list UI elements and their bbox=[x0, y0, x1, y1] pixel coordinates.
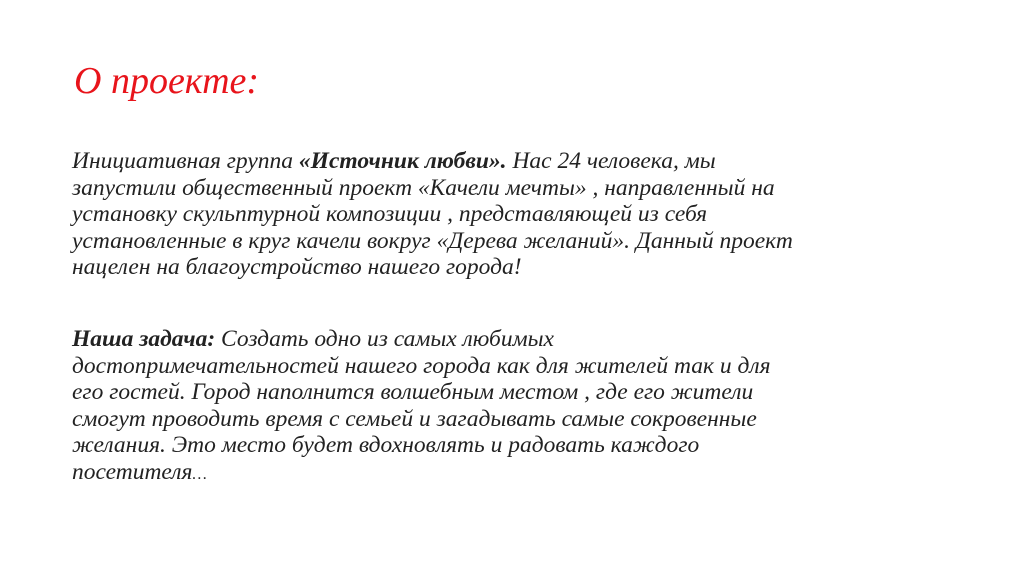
task-line-5: желания. Это место будет вдохновлять и радовать каждого bbox=[72, 432, 700, 458]
intro-line-3: установку скульптурной композиции , представляющей из себя bbox=[72, 201, 708, 227]
task-line-6 bbox=[72, 459, 972, 489]
slide-title: О проекте: bbox=[74, 60, 260, 102]
intro-line-4: установленные в круг качели вокруг «Дерева желаний». Данный проект bbox=[72, 227, 793, 254]
intro-line-2: запустили общественный проект «Качели мечты» , направленный на bbox=[72, 174, 775, 201]
group-name: «Источник любви». bbox=[298, 148, 507, 174]
task-line-6-text: посетителя bbox=[72, 458, 193, 485]
task-label: Наша задача: bbox=[72, 326, 216, 352]
intro-paragraph bbox=[72, 148, 972, 281]
task-line-3: его гостей. Город наполнится волшебным местом , где его жители bbox=[72, 379, 754, 405]
task-ellipsis: … bbox=[192, 465, 207, 483]
intro-line-1-end: Нас 24 человека, мы bbox=[506, 148, 716, 174]
task-paragraph bbox=[72, 326, 972, 488]
task-line-2: достопримечательностей нашего города как для жителей так и для bbox=[72, 352, 771, 379]
task-line-4: смогут проводить время с семьей и загадывать самые сокровенные bbox=[72, 405, 757, 432]
task-line-1-rest: Создать одно из самых любимых bbox=[215, 326, 554, 352]
task-line-1 bbox=[72, 326, 972, 353]
intro-line-1-start: Инициативная группа bbox=[72, 148, 299, 174]
intro-line-5: нацелен на благоустройство нашего города! bbox=[72, 254, 522, 280]
intro-line-1 bbox=[72, 148, 972, 175]
